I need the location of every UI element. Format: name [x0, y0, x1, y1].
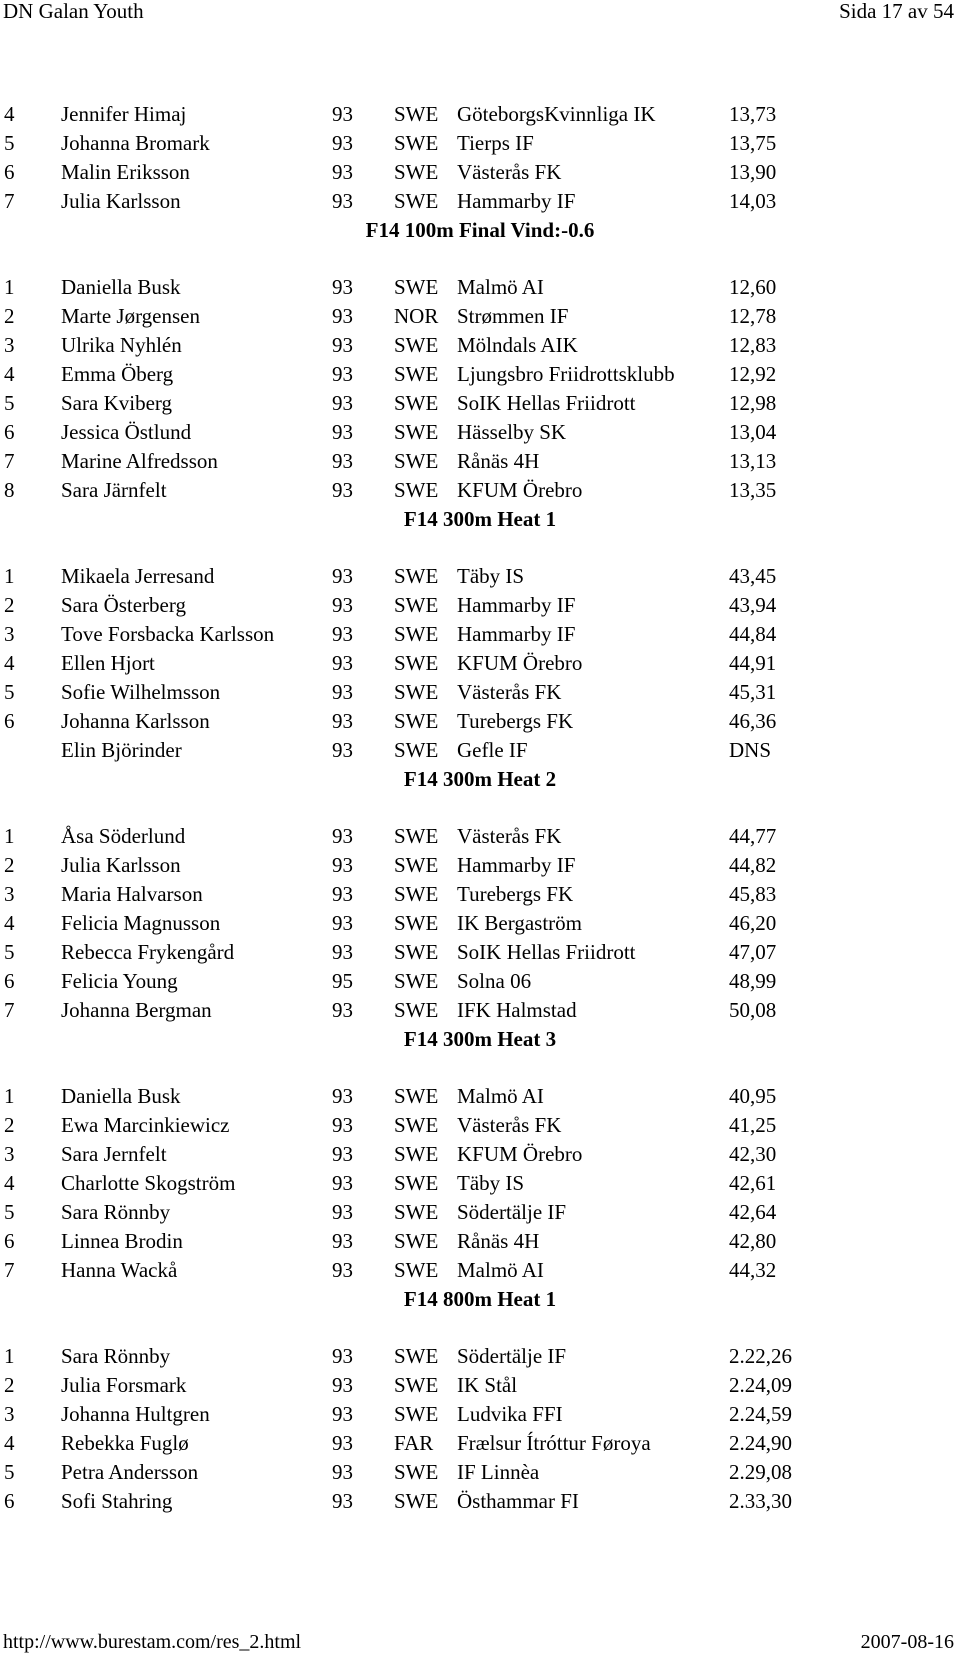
result-place: 4: [4, 102, 15, 126]
result-club: KFUM Örebro: [457, 478, 583, 502]
result-place: 5: [4, 391, 15, 415]
result-nat: SWE: [394, 564, 439, 588]
result-row: [0, 1460, 960, 1489]
result-res: 2.33,30: [729, 1489, 792, 1513]
result-name: Emma Öberg: [61, 362, 174, 386]
result-res: 47,07: [729, 940, 777, 964]
result-nat: SWE: [394, 160, 439, 184]
result-club: Hammarby IF: [457, 622, 576, 646]
result-name: Linnea Brodin: [61, 1229, 183, 1253]
result-place: 7: [4, 449, 15, 473]
result-club: Södertälje IF: [457, 1200, 567, 1224]
result-nat: SWE: [394, 1489, 439, 1513]
result-club: Turebergs FK: [457, 882, 574, 906]
result-res: 12,83: [729, 333, 777, 357]
result-name: Rebecca Frykengård: [61, 940, 235, 964]
result-club: Hässelby SK: [457, 420, 567, 444]
result-row: [0, 622, 960, 651]
result-place: 1: [4, 1344, 15, 1368]
result-year: 93: [332, 333, 353, 357]
result-res: 44,91: [729, 651, 777, 675]
result-nat: SWE: [394, 824, 439, 848]
page-footer: [0, 1628, 960, 1654]
result-place: 8: [4, 478, 15, 502]
result-club: Rånäs 4H: [457, 449, 540, 473]
result-name: Felicia Magnusson: [61, 911, 221, 935]
source-url: http://www.burestam.com/res_2.html: [3, 1631, 302, 1653]
result-res: 41,25: [729, 1113, 777, 1137]
result-nat: FAR: [394, 1431, 434, 1455]
result-name: Petra Andersson: [61, 1460, 199, 1484]
result-place: 6: [4, 709, 15, 733]
page-number: Sida 17 av 54: [839, 0, 954, 23]
result-place: 5: [4, 131, 15, 155]
result-year: 93: [332, 160, 353, 184]
result-row: [0, 275, 960, 304]
result-year: 93: [332, 940, 353, 964]
result-place: 7: [4, 998, 15, 1022]
result-club: KFUM Örebro: [457, 651, 583, 675]
result-res: 13,04: [729, 420, 777, 444]
result-nat: SWE: [394, 1113, 439, 1137]
result-place: 2: [4, 853, 15, 877]
result-year: 93: [332, 593, 353, 617]
result-nat: SWE: [394, 709, 439, 733]
result-year: 93: [332, 1171, 353, 1195]
result-name: Julia Karlsson: [61, 853, 181, 877]
result-name: Sara Rönnby: [61, 1200, 171, 1224]
result-name: Elin Björinder: [61, 738, 182, 762]
result-res: 48,99: [729, 969, 777, 993]
result-name: Jennifer Himaj: [61, 102, 187, 126]
result-club: Ludvika FFI: [457, 1402, 563, 1426]
event-heading: [0, 1027, 960, 1084]
result-nat: SWE: [394, 275, 439, 299]
result-year: 93: [332, 1200, 353, 1224]
result-nat: SWE: [394, 882, 439, 906]
result-place: 6: [4, 1489, 15, 1513]
result-club: Ljungsbro Friidrottsklubb: [457, 362, 675, 386]
result-nat: SWE: [394, 478, 439, 502]
result-row: [0, 738, 960, 767]
result-res: 43,45: [729, 564, 777, 588]
result-place: 6: [4, 420, 15, 444]
result-club: Frælsur Ítróttur Føroya: [457, 1431, 651, 1455]
result-name: Sara Rönnby: [61, 1344, 171, 1368]
result-club: Täby IS: [457, 1171, 525, 1195]
result-name: Malin Eriksson: [61, 160, 190, 184]
result-res: 42,80: [729, 1229, 777, 1253]
result-res: 45,83: [729, 882, 777, 906]
result-row: [0, 1431, 960, 1460]
result-year: 93: [332, 911, 353, 935]
result-place: 5: [4, 1460, 15, 1484]
result-year: 93: [332, 1084, 353, 1108]
result-club: Solna 06: [457, 969, 532, 993]
result-res: 46,20: [729, 911, 777, 935]
result-club: Malmö AI: [457, 275, 544, 299]
result-club: KFUM Örebro: [457, 1142, 583, 1166]
result-place: 7: [4, 1258, 15, 1282]
result-res: 2.29,08: [729, 1460, 792, 1484]
result-place: 4: [4, 1171, 15, 1195]
result-year: 93: [332, 362, 353, 386]
result-year: 93: [332, 709, 353, 733]
result-club: IK Stål: [457, 1373, 518, 1397]
result-nat: SWE: [394, 1402, 439, 1426]
result-place: 4: [4, 1431, 15, 1455]
result-res: 14,03: [729, 189, 777, 213]
result-year: 93: [332, 1402, 353, 1426]
result-name: Johanna Hultgren: [61, 1402, 210, 1426]
result-place: 3: [4, 1402, 15, 1426]
event-heading-text: F14 100m Final Vind:-0.6: [365, 218, 595, 242]
result-nat: SWE: [394, 131, 439, 155]
result-row: [0, 304, 960, 333]
result-row: [0, 969, 960, 998]
result-place: 2: [4, 1113, 15, 1137]
result-res: 50,08: [729, 998, 777, 1022]
result-row: [0, 102, 960, 131]
result-year: 95: [332, 969, 353, 993]
result-res: 42,30: [729, 1142, 777, 1166]
result-club: Hammarby IF: [457, 593, 576, 617]
result-row: [0, 1402, 960, 1431]
result-club: Turebergs FK: [457, 709, 574, 733]
result-place: 6: [4, 160, 15, 184]
result-club: Mölndals AIK: [457, 333, 578, 357]
result-year: 93: [332, 449, 353, 473]
result-nat: SWE: [394, 1229, 439, 1253]
result-nat: SWE: [394, 391, 439, 415]
result-club: Hammarby IF: [457, 853, 576, 877]
result-row: [0, 824, 960, 853]
result-row: [0, 1200, 960, 1229]
result-name: Hanna Wackå: [61, 1258, 178, 1282]
result-name: Felicia Young: [61, 969, 178, 993]
result-res: 42,61: [729, 1171, 777, 1195]
result-name: Daniella Busk: [61, 275, 181, 299]
result-name: Ulrika Nyhlén: [61, 333, 182, 357]
result-res: 2.24,09: [729, 1373, 792, 1397]
result-row: [0, 449, 960, 478]
result-res: 12,92: [729, 362, 777, 386]
result-nat: SWE: [394, 102, 439, 126]
result-year: 93: [332, 824, 353, 848]
result-name: Johanna Karlsson: [61, 709, 210, 733]
result-row: [0, 651, 960, 680]
result-res: 45,31: [729, 680, 777, 704]
result-year: 93: [332, 564, 353, 588]
event-heading: [0, 218, 960, 275]
result-nat: SWE: [394, 1344, 439, 1368]
result-club: IF Linnèa: [457, 1460, 540, 1484]
result-club: Strømmen IF: [457, 304, 569, 328]
result-res: DNS: [729, 738, 772, 762]
result-nat: SWE: [394, 1200, 439, 1224]
result-res: 12,98: [729, 391, 777, 415]
result-nat: NOR: [394, 304, 439, 328]
result-name: Marine Alfredsson: [61, 449, 218, 473]
result-row: [0, 1344, 960, 1373]
result-year: 93: [332, 1344, 353, 1368]
result-year: 93: [332, 1489, 353, 1513]
result-row: [0, 160, 960, 189]
result-nat: SWE: [394, 651, 439, 675]
result-res: 13,73: [729, 102, 777, 126]
result-name: Sara Jernfelt: [61, 1142, 167, 1166]
result-name: Mikaela Jerresand: [61, 564, 215, 588]
result-res: 42,64: [729, 1200, 777, 1224]
result-row: [0, 1229, 960, 1258]
result-place: 3: [4, 622, 15, 646]
result-place: 6: [4, 1229, 15, 1253]
result-year: 93: [332, 1373, 353, 1397]
result-year: 93: [332, 304, 353, 328]
result-place: 2: [4, 593, 15, 617]
result-nat: SWE: [394, 738, 439, 762]
result-year: 93: [332, 738, 353, 762]
result-year: 93: [332, 478, 353, 502]
result-res: 44,32: [729, 1258, 777, 1282]
result-place: 7: [4, 189, 15, 213]
result-res: 2.22,26: [729, 1344, 792, 1368]
result-club: Västerås FK: [457, 824, 562, 848]
result-nat: SWE: [394, 593, 439, 617]
result-row: [0, 680, 960, 709]
print-date: 2007-08-16: [860, 1631, 954, 1653]
result-place: 3: [4, 882, 15, 906]
result-nat: SWE: [394, 853, 439, 877]
result-year: 93: [332, 1113, 353, 1137]
result-club: Västerås FK: [457, 1113, 562, 1137]
result-year: 93: [332, 882, 353, 906]
result-place: 3: [4, 1142, 15, 1166]
result-name: Sara Kviberg: [61, 391, 172, 415]
result-place: 1: [4, 275, 15, 299]
result-place: 5: [4, 1200, 15, 1224]
result-name: Sara Järnfelt: [61, 478, 167, 502]
result-club: Östhammar FI: [457, 1489, 579, 1513]
result-res: 2.24,59: [729, 1402, 792, 1426]
result-year: 93: [332, 680, 353, 704]
result-nat: SWE: [394, 680, 439, 704]
result-row: [0, 478, 960, 507]
result-name: Marte Jørgensen: [61, 304, 200, 328]
result-name: Sofi Stahring: [61, 1489, 173, 1513]
result-club: Rånäs 4H: [457, 1229, 540, 1253]
result-res: 13,13: [729, 449, 777, 473]
result-year: 93: [332, 1142, 353, 1166]
result-place: 6: [4, 969, 15, 993]
result-row: [0, 1373, 960, 1402]
result-nat: SWE: [394, 420, 439, 444]
result-res: 40,95: [729, 1084, 777, 1108]
result-name: Rebekka Fuglø: [61, 1431, 189, 1455]
result-nat: SWE: [394, 449, 439, 473]
result-name: Sara Österberg: [61, 593, 186, 617]
result-name: Johanna Bromark: [61, 131, 210, 155]
result-res: 46,36: [729, 709, 777, 733]
result-nat: SWE: [394, 1142, 439, 1166]
result-club: Malmö AI: [457, 1084, 544, 1108]
result-club: Tierps IF: [457, 131, 534, 155]
result-nat: SWE: [394, 622, 439, 646]
result-nat: SWE: [394, 911, 439, 935]
result-row: [0, 1142, 960, 1171]
result-place: 5: [4, 680, 15, 704]
result-row: [0, 131, 960, 160]
result-name: Johanna Bergman: [61, 998, 212, 1022]
result-name: Jessica Östlund: [61, 420, 192, 444]
result-nat: SWE: [394, 940, 439, 964]
result-place: 4: [4, 651, 15, 675]
event-heading: [0, 767, 960, 824]
event-heading: [0, 1287, 960, 1344]
result-year: 93: [332, 622, 353, 646]
result-club: Västerås FK: [457, 160, 562, 184]
result-place: 3: [4, 333, 15, 357]
result-row: [0, 853, 960, 882]
result-club: SoIK Hellas Friidrott: [457, 940, 636, 964]
result-row: [0, 333, 960, 362]
result-res: 12,78: [729, 304, 777, 328]
result-res: 12,60: [729, 275, 777, 299]
result-res: 13,35: [729, 478, 777, 502]
result-row: [0, 1113, 960, 1142]
result-name: Maria Halvarson: [61, 882, 203, 906]
result-nat: SWE: [394, 1460, 439, 1484]
result-res: 44,77: [729, 824, 777, 848]
event-heading-text: F14 300m Heat 2: [403, 767, 557, 791]
result-place: 4: [4, 911, 15, 935]
result-place: 5: [4, 940, 15, 964]
result-res: 13,90: [729, 160, 777, 184]
result-place: 2: [4, 1373, 15, 1397]
result-row: [0, 593, 960, 622]
result-name: Julia Forsmark: [61, 1373, 187, 1397]
result-club: IFK Halmstad: [457, 998, 577, 1022]
result-year: 93: [332, 131, 353, 155]
result-year: 93: [332, 1460, 353, 1484]
page-header: [0, 0, 960, 24]
result-name: Julia Karlsson: [61, 189, 181, 213]
result-year: 93: [332, 1258, 353, 1282]
result-nat: SWE: [394, 1171, 439, 1195]
result-nat: SWE: [394, 1258, 439, 1282]
event-heading-text: F14 300m Heat 1: [403, 507, 557, 531]
result-nat: SWE: [394, 362, 439, 386]
result-row: [0, 1489, 960, 1518]
result-club: Västerås FK: [457, 680, 562, 704]
result-year: 93: [332, 1431, 353, 1455]
result-place: 1: [4, 824, 15, 848]
result-club: Malmö AI: [457, 1258, 544, 1282]
result-nat: SWE: [394, 969, 439, 993]
result-year: 93: [332, 651, 353, 675]
result-place: 4: [4, 362, 15, 386]
result-year: 93: [332, 189, 353, 213]
result-row: [0, 911, 960, 940]
result-name: Ellen Hjort: [61, 651, 155, 675]
result-res: 2.24,90: [729, 1431, 792, 1455]
result-place: 1: [4, 1084, 15, 1108]
result-name: Åsa Söderlund: [61, 824, 186, 848]
event-heading-text: F14 800m Heat 1: [403, 1287, 557, 1311]
result-row: [0, 564, 960, 593]
result-nat: SWE: [394, 1084, 439, 1108]
result-res: 44,84: [729, 622, 777, 646]
result-row: [0, 1258, 960, 1287]
result-nat: SWE: [394, 998, 439, 1022]
result-club: Täby IS: [457, 564, 525, 588]
result-club: Gefle IF: [457, 738, 528, 762]
result-name: Sofie Wilhelmsson: [61, 680, 221, 704]
result-row: [0, 882, 960, 911]
results-list: [0, 102, 960, 1518]
result-res: 44,82: [729, 853, 777, 877]
result-name: Daniella Busk: [61, 1084, 181, 1108]
result-row: [0, 1084, 960, 1113]
result-club: Södertälje IF: [457, 1344, 567, 1368]
result-place: 2: [4, 304, 15, 328]
result-year: 93: [332, 275, 353, 299]
result-year: 93: [332, 391, 353, 415]
result-row: [0, 709, 960, 738]
result-res: 13,75: [729, 131, 777, 155]
result-year: 93: [332, 1229, 353, 1253]
event-heading-text: F14 300m Heat 3: [403, 1027, 557, 1051]
result-row: [0, 391, 960, 420]
result-nat: SWE: [394, 1373, 439, 1397]
result-club: SoIK Hellas Friidrott: [457, 391, 636, 415]
result-club: IK Bergaström: [457, 911, 583, 935]
result-club: Hammarby IF: [457, 189, 576, 213]
result-name: Tove Forsbacka Karlsson: [61, 622, 275, 646]
result-year: 93: [332, 853, 353, 877]
result-row: [0, 420, 960, 449]
event-heading: [0, 507, 960, 564]
result-year: 93: [332, 998, 353, 1022]
result-row: [0, 362, 960, 391]
result-res: 43,94: [729, 593, 777, 617]
document-title: DN Galan Youth: [3, 0, 144, 23]
result-row: [0, 1171, 960, 1200]
result-place: 1: [4, 564, 15, 588]
result-row: [0, 998, 960, 1027]
result-nat: SWE: [394, 333, 439, 357]
result-nat: SWE: [394, 189, 439, 213]
result-name: Ewa Marcinkiewicz: [61, 1113, 230, 1137]
result-name: Charlotte Skogström: [61, 1171, 236, 1195]
result-row: [0, 940, 960, 969]
result-row: [0, 189, 960, 218]
result-club: GöteborgsKvinnliga IK: [457, 102, 656, 126]
result-year: 93: [332, 102, 353, 126]
result-year: 93: [332, 420, 353, 444]
